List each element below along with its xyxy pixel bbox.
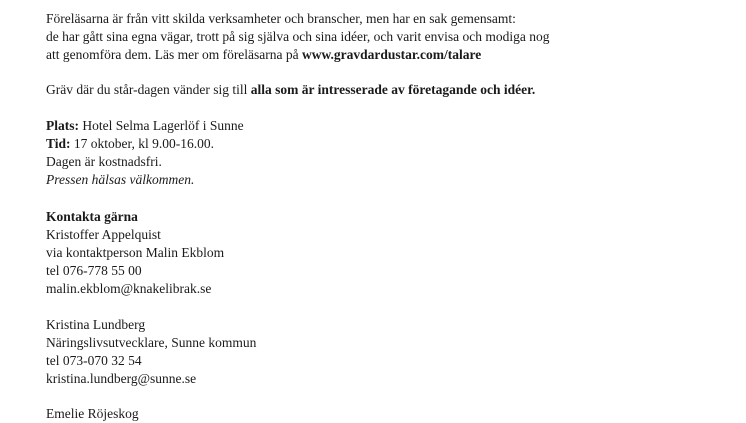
contact-email[interactable]: kristina.lundberg@sunne.se	[46, 371, 197, 386]
free-line: Dagen är kostnadsfri.	[46, 154, 162, 169]
contacts-section	[46, 208, 726, 298]
contact-card	[46, 405, 726, 423]
contact-card	[46, 316, 726, 388]
contact-phone[interactable]: tel 073-070 32 54	[46, 353, 142, 368]
contact-email[interactable]: malin.ekblom@knakelibrak.se	[46, 281, 212, 296]
time-value: 17 oktober, kl 9.00-16.00.	[70, 136, 214, 151]
contact-name: Kristina Lundberg	[46, 317, 146, 332]
contact-role: Näringslivsutvecklare, Sunne kommun	[46, 335, 257, 350]
audience-text: Gräv där du står-dagen vänder sig till	[46, 82, 251, 97]
time-line	[46, 135, 726, 153]
contact-name: Kristoffer Appelquist	[46, 227, 161, 242]
place-line	[46, 117, 726, 135]
time-label: Tid:	[46, 136, 71, 151]
place-label: Plats:	[46, 118, 79, 133]
intro-paragraph	[46, 10, 726, 64]
audience-bold: alla som är intresserade av företagande och idéer.	[250, 82, 536, 97]
contact-name: Emelie Röjeskog	[46, 406, 139, 421]
intro-line-2: de har gått sina egna vägar, trott på sig själva och sina idéer, och varit envisa och modiga nog	[46, 29, 550, 44]
contact-card	[46, 226, 726, 298]
audience-line	[46, 81, 726, 99]
place-value: Hotel Selma Lagerlöf i Sunne	[79, 118, 244, 133]
event-info	[46, 117, 726, 189]
intro-line-1: Föreläsarna är från vitt skilda verksamheter och branscher, men har en sak gemensamt:	[46, 11, 516, 26]
speakers-link[interactable]: www.gravdardustar.com/talare	[302, 47, 482, 62]
contact-phone[interactable]: tel 076-778 55 00	[46, 263, 142, 278]
intro-line-3	[46, 46, 726, 64]
intro-line-3-text: att genomföra dem. Läs mer om föreläsarna på	[46, 47, 303, 62]
press-line: Pressen hälsas välkommen.	[46, 172, 195, 187]
contacts-heading: Kontakta gärna	[46, 209, 138, 224]
contact-role: via kontaktperson Malin Ekblom	[46, 245, 225, 260]
audience-paragraph	[46, 81, 726, 99]
